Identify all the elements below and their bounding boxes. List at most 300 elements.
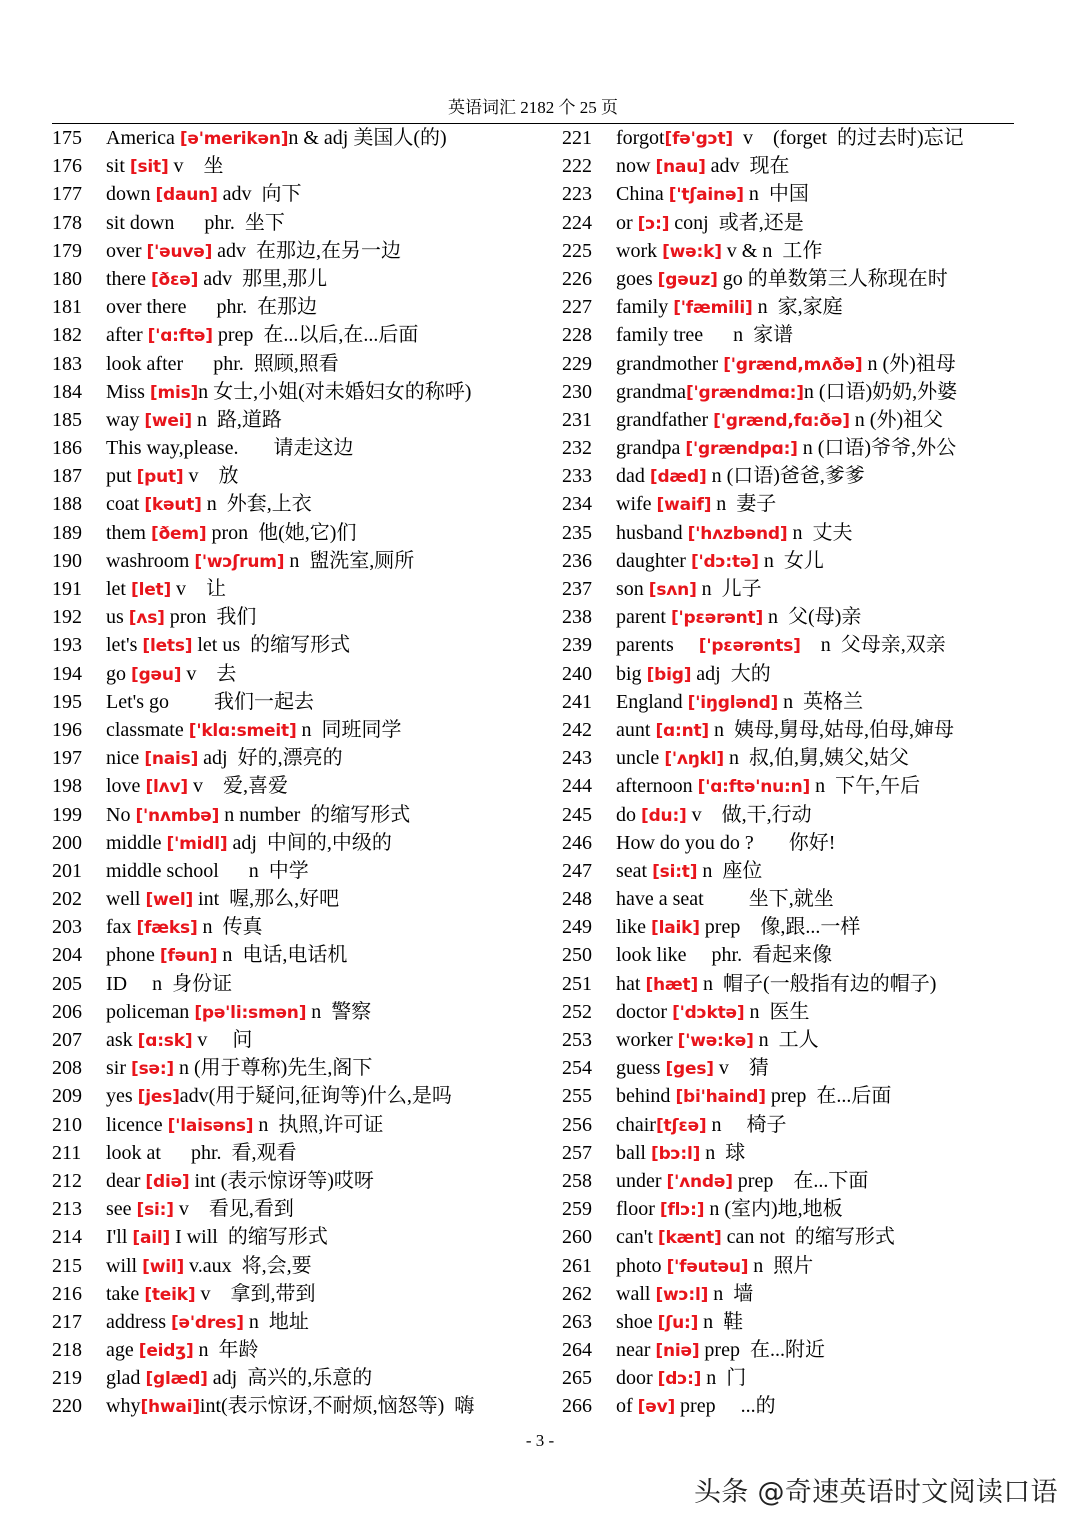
entry-word: wall [616,1282,656,1305]
entry-number: 257 [562,1141,592,1164]
entry-definition: n 执照,许可证 [253,1113,384,1136]
entry-word: or [616,211,638,234]
vocab-entry [52,547,552,575]
entry-word: let's [106,634,143,657]
entry-number: 208 [52,1057,82,1080]
entry-word: I'll [106,1226,133,1249]
entry-body [106,1223,328,1252]
entry-definition: v 拿到,带到 [195,1282,316,1305]
entry-definition: n (口语)爷爷,外公 [797,437,957,460]
entry-phonetic: [dɔ:] [657,1369,702,1390]
entry-phonetic: [kəut] [144,495,202,516]
entry-definition: n 盥洗室,厕所 [284,549,415,572]
entry-number: 195 [52,690,82,713]
watermark-text: 头条 @奇速英语时文阅读口语 [694,1477,1058,1508]
entry-body [106,152,224,181]
entry-body [616,941,832,969]
entry-definition: pron 他(她,它)们 [206,521,357,544]
vocab-entry [562,1364,1022,1392]
entry-body [616,265,948,294]
entry-definition: n number 的缩写形式 [219,803,411,826]
entry-body [106,378,471,407]
vocab-entry [562,1167,1022,1195]
entry-definition: adj 中间的,中级的 [227,831,392,854]
entry-body [106,970,232,998]
entry-phonetic: [ə'dres] [170,1312,244,1333]
entry-number: 236 [562,549,592,572]
entry-number: 244 [562,775,592,798]
entry-definition: n 叔,伯,舅,姨父,姑父 [723,747,909,770]
entry-phonetic: ['tʃainə] [668,185,744,206]
entry-definition: n 电话,电话机 [217,944,348,967]
entry-body [616,321,793,349]
entry-number: 213 [52,1198,82,1221]
entry-definition: n 儿子 [696,578,762,600]
entry-body [616,1252,813,1281]
vocab-entry [52,1364,552,1392]
entry-word: seat [616,859,653,882]
entry-number: 181 [52,296,82,319]
entry-word: parent [616,606,671,629]
entry-word: washroom [106,549,195,572]
vocab-entry [562,547,1022,575]
entry-word: Let's go 我们一起去 [106,690,315,713]
entry-phonetic: [bɔ:l] [651,1143,701,1164]
entry-body [616,1336,825,1365]
vocab-entry [52,941,552,969]
entry-word: way [106,408,145,431]
vocab-entry [52,688,552,716]
entry-phonetic: [tʃɛə] [655,1115,707,1136]
vocab-entry [562,631,1022,659]
entry-definition: go 的单数第三人称现在时 [717,267,948,290]
entry-word: us [106,606,129,629]
entry-word: shoe [616,1310,658,1333]
entry-number: 205 [52,972,82,995]
entry-definition: n 照片 [748,1254,814,1277]
entry-number: 178 [52,211,82,234]
entry-phonetic: ['grændpɑ:] [685,439,798,460]
entry-number: 248 [562,888,592,911]
entry-number: 234 [562,493,592,516]
vocab-entry [52,406,552,434]
vocab-entry [52,603,552,631]
entry-word: grandpa [616,437,686,460]
entry-number: 242 [562,718,592,741]
entry-body [616,716,954,745]
entry-number: 215 [52,1254,82,1277]
entry-definition: v 做,干,行动 [686,803,812,826]
entry-number: 262 [562,1282,592,1305]
vocab-entry [52,1139,552,1167]
entry-number: 176 [52,155,82,178]
entry-word: love [106,775,146,798]
entry-body [106,1252,312,1281]
entry-body [616,462,865,491]
entry-definition: n 下午,午后 [810,775,921,798]
vocab-entry [52,970,552,998]
entry-body [616,1364,746,1393]
entry-body [106,209,285,237]
entry-number: 187 [52,465,82,488]
entry-body [106,575,226,604]
entry-phonetic: [waif] [656,495,712,516]
entry-word: over there phr. 在那边 [106,296,318,319]
vocab-entry [52,857,552,885]
vocab-entry [52,1308,552,1336]
entry-phonetic: ['laisəns] [167,1115,254,1136]
entry-definition: n 外套,上衣 [201,493,312,516]
entry-phonetic: [wə:k] [662,241,722,262]
entry-number: 212 [52,1169,82,1192]
vocab-entry [562,237,1022,265]
entry-definition: v.aux 将,会,要 [184,1254,312,1277]
entry-body [106,801,410,830]
vocab-entry [562,998,1022,1026]
entry-phonetic: ['ɑ:ftə] [147,326,213,347]
entry-number: 231 [562,408,592,431]
entry-phonetic: [ə'merikən] [179,129,289,149]
entry-number: 229 [562,352,592,375]
entry-word: doctor [616,1000,673,1023]
entry-number: 218 [52,1339,82,1362]
vocab-entry [52,265,552,293]
entry-word: guess [616,1057,666,1080]
vocab-entry [562,434,1022,462]
entry-definition: n 门 [701,1367,747,1390]
entry-word: dear [106,1169,146,1192]
entry-definition: n 警察 [306,1000,372,1023]
entry-body [106,180,302,209]
entry-body [106,1054,372,1083]
entry-body [616,575,762,604]
entry-definition: adj 高兴的,乐意的 [207,1367,373,1390]
entry-number: 251 [562,972,592,995]
entry-phonetic: ['hʌzbənd] [687,523,788,544]
vocab-entry [562,1223,1022,1251]
entry-phonetic: [wel] [145,890,194,911]
entry-phonetic: ['ʌndə] [666,1171,733,1192]
entry-body [616,1054,769,1083]
entry-number: 260 [562,1226,592,1249]
entry-phonetic: ['pɛərənt] [670,608,764,629]
entry-word: work [616,239,663,262]
entry-definition: conj 或者,还是 [669,211,804,234]
entry-word: parents [616,634,699,657]
entry-number: 202 [52,888,82,911]
entry-definition: n 球 [700,1141,746,1164]
entry-body [616,350,956,379]
entry-definition: n 女士,小姐(对未婚妇女的称呼) [198,380,472,403]
vocab-entry [52,293,552,321]
entry-phonetic: [niə] [655,1341,700,1362]
entry-definition: n 工人 [753,1029,819,1051]
entry-word: go [106,662,131,685]
entry-definition: v (forget 的过去时)忘记 [732,127,964,149]
entry-number: 250 [562,944,592,967]
vocab-entry [52,434,552,462]
entry-body [616,1026,819,1055]
entry-word: worker [616,1029,678,1051]
vocab-entry [562,350,1022,378]
vocab-entry [52,378,552,406]
entry-body [616,1195,843,1224]
entry-body [106,406,282,435]
right-column [562,124,1022,1421]
entry-definition: can not 的缩写形式 [721,1226,895,1249]
vocab-entry [52,998,552,1026]
vocab-entry [562,1026,1022,1054]
entry-phonetic: [lets] [142,636,193,657]
entry-number: 193 [52,634,82,657]
entry-phonetic: ['ʌŋkl] [664,749,724,770]
entry-body [106,490,312,519]
entry-definition: n 英格兰 [778,690,864,713]
entry-definition: adj 大的 [691,662,771,685]
vocab-entry [52,885,552,913]
vocab-entry [52,350,552,378]
vocab-entry [562,1082,1022,1110]
entry-definition: n 帽子(一般指有边的帽子) [698,972,937,995]
vocab-entry [52,124,552,152]
entry-phonetic: [laik] [651,918,700,939]
entry-phonetic: [lʌv] [145,777,188,798]
entry-word: see [106,1198,137,1221]
entry-word: well [106,888,146,911]
entry-word: ask [106,1029,138,1051]
entry-number: 189 [52,521,82,544]
entry-definition: n 同班同学 [296,718,402,741]
entry-definition: n (口语)爸爸,爹爹 [706,465,865,488]
entry-phonetic: ['əuvə] [146,241,213,262]
entry-word: Miss [106,380,150,403]
entry-number: 219 [52,1367,82,1390]
entry-definition: pron 我们 [164,606,257,629]
entry-phonetic: ['fəutəu] [666,1256,749,1277]
entry-number: 253 [562,1029,592,1051]
vocab-entry [52,631,552,659]
entry-word: put [106,465,137,488]
entry-word: look at phr. 看,观看 [106,1141,297,1164]
vocab-entry [562,124,1022,152]
entry-number: 182 [52,324,82,347]
entry-word: have a seat 坐下,就坐 [616,888,834,911]
entry-phonetic: [ail] [132,1228,171,1249]
vocab-entry [562,885,1022,913]
entry-body [106,885,339,914]
vocab-entry [562,744,1022,772]
entry-number: 246 [562,831,592,854]
entry-definition: v 去 [181,662,237,685]
entry-body [616,209,804,238]
entry-definition: n (口语)奶奶,外婆 [803,380,958,403]
entry-word: address [106,1310,171,1333]
vocab-entry [52,660,552,688]
entry-body [106,744,343,773]
entry-body [106,660,236,689]
vocab-entry [562,941,1022,969]
entry-word: will [106,1254,143,1277]
entry-number: 214 [52,1226,82,1249]
entry-definition: int (表示惊讶等)哎呀 [189,1169,374,1192]
vocab-entry [52,1223,552,1251]
entry-number: 209 [52,1085,82,1108]
entry-body [106,547,414,576]
entry-phonetic: [wɔ:l] [655,1284,709,1305]
entry-body [616,970,936,999]
entry-word: family [616,296,674,319]
entry-number: 239 [562,634,592,657]
entry-word: middle school n 中学 [106,859,309,882]
entry-body [616,1082,891,1111]
entry-body [616,998,809,1027]
entry-phonetic: [hwai] [140,1397,200,1418]
vocab-entry [52,237,552,265]
entry-body [616,378,957,407]
entry-body [106,1280,315,1309]
entry-phonetic: ['grænd,fɑ:ðə] [713,410,850,431]
entry-body [106,631,350,660]
entry-number: 190 [52,549,82,572]
vocab-entry [562,603,1022,631]
entry-phonetic: [ʃu:] [657,1312,699,1333]
entry-phonetic: [si:] [136,1200,174,1221]
vocab-entry [52,1026,552,1054]
entry-number: 256 [562,1113,592,1136]
entry-phonetic: [ðem] [151,523,207,544]
entry-definition: n 丈夫 [787,521,853,544]
entry-phonetic: [ðɛə] [150,269,199,290]
entry-phonetic: ['midl] [166,833,228,854]
entry-number: 188 [52,493,82,516]
entry-word: photo [616,1254,667,1277]
entry-body [106,1026,252,1055]
entry-number: 249 [562,916,592,939]
entry-phonetic: [put] [136,467,184,488]
vocab-entry [52,829,552,857]
entry-word: uncle [616,747,665,770]
entry-word: England [616,690,688,713]
vocab-entry [562,180,1022,208]
entry-number: 185 [52,408,82,431]
vocab-entry [52,913,552,941]
entry-number: 220 [52,1395,82,1418]
entry-word: why [106,1395,141,1418]
entry-phonetic: [glæd] [145,1369,208,1390]
entry-body [106,321,418,350]
vocab-entry [562,1308,1022,1336]
entry-phonetic: [flɔ:] [659,1200,705,1221]
entry-word: age [106,1339,139,1362]
entry-definition: int(表示惊讶,不耐烦,恼怒等) 嗨 [199,1395,475,1418]
entry-phonetic: [sə:] [131,1059,174,1080]
vocab-entry [52,1167,552,1195]
entry-phonetic: ['nʌmbə] [135,805,220,826]
entry-phonetic: [big] [646,664,692,685]
vocab-entry [562,857,1022,885]
entry-phonetic: ['grænd,mʌðə] [723,354,863,375]
entry-phonetic: [sʌn] [648,580,697,600]
entry-word: nice [106,747,145,770]
vocab-entry [52,1054,552,1082]
vocab-entry [562,152,1022,180]
entry-body [106,857,309,885]
entry-number: 191 [52,578,82,600]
entry-number: 184 [52,380,82,403]
entry-body [616,490,776,519]
entry-definition: int 喔,那么,好吧 [193,888,340,911]
entry-word: goes [616,267,658,290]
entry-word: now [616,155,656,178]
entry-number: 221 [562,127,592,149]
entry-word: licence [106,1113,168,1136]
entry-phonetic: [daun] [155,185,218,206]
entry-definition: adv 在那边,在另一边 [212,239,402,262]
entry-word: sit [106,155,130,178]
entry-body [106,519,356,548]
entry-phonetic: ['wə:kə] [677,1031,754,1051]
entry-definition: n 女儿 [758,549,824,572]
entry-word: policeman [106,1000,195,1023]
entry-number: 204 [52,944,82,967]
entry-number: 227 [562,296,592,319]
entry-definition: n (室内)地,地板 [704,1198,843,1221]
vocab-entry [52,152,552,180]
entry-word: wife [616,493,657,516]
entry-number: 261 [562,1254,592,1277]
vocab-entry [562,716,1022,744]
entry-phonetic: [ges] [665,1059,714,1080]
entry-word: grandmother [616,352,724,375]
entry-definition: let us 的缩写形式 [192,634,351,657]
vocab-entry [562,575,1022,603]
entry-phonetic: [gəuz] [657,269,718,290]
entry-word: can't [616,1226,658,1249]
vocab-entry [562,265,1022,293]
entry-number: 207 [52,1029,82,1051]
entry-number: 240 [562,662,592,685]
entry-word: take [106,1282,145,1305]
entry-definition: n 路,道路 [191,408,282,431]
entry-body [106,1111,383,1140]
entry-number: 201 [52,859,82,882]
entry-number: 259 [562,1198,592,1221]
entry-phonetic: ['iŋglənd] [687,692,779,713]
entry-phonetic: [nais] [144,749,199,770]
entry-body [616,688,863,717]
entry-phonetic: ['wɔʃrum] [194,551,285,572]
entry-body [106,941,347,970]
entry-definition: prep 在...附近 [699,1339,825,1362]
entry-word: How do you do ? 你好! [616,831,836,854]
entry-number: 266 [562,1395,592,1418]
vocab-entry [52,1336,552,1364]
entry-word: after [106,324,148,347]
entry-word: behind [616,1085,676,1108]
entry-definition: prep 在...以后,在...后面 [212,324,419,347]
entry-definition: v 放 [183,465,239,488]
entry-number: 230 [562,380,592,403]
entry-phonetic: [hæt] [645,974,699,995]
entry-phonetic: [bi'haind] [675,1087,766,1108]
entry-phonetic: [du:] [641,805,687,826]
entry-body [616,152,790,181]
entry-word: grandfather [616,408,714,431]
vocab-entry [52,801,552,829]
entry-definition: n 医生 [744,1000,810,1023]
entry-number: 254 [562,1057,592,1080]
entry-body [616,1111,787,1140]
